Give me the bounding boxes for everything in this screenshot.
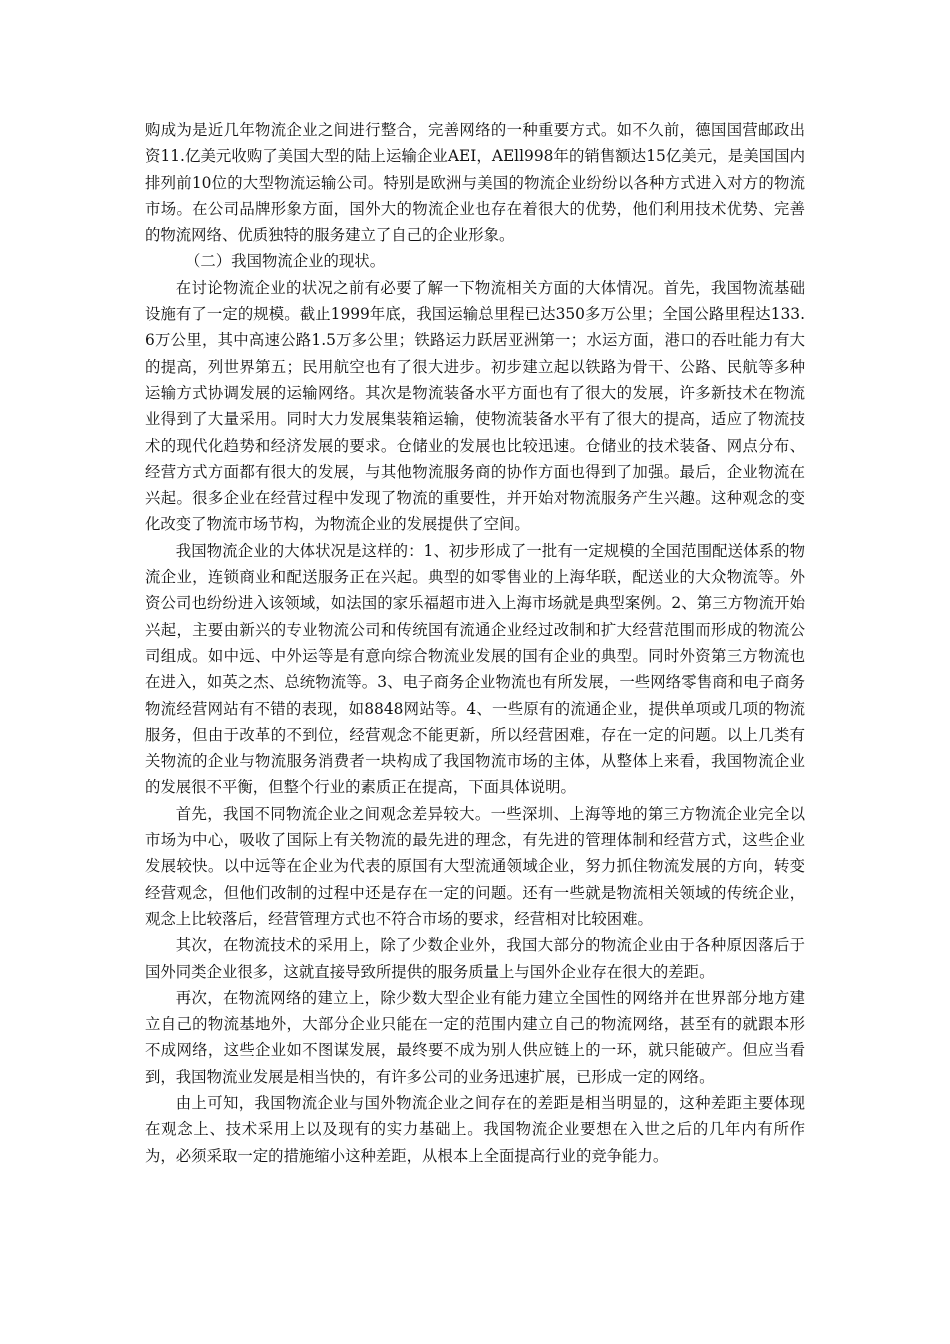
section-heading: （二）我国物流企业的现状。 <box>185 252 386 271</box>
paragraph-conclusion: 由上可知，我国物流企业与国外物流企业之间存在的差距是相当明显的，这种差距主要体现在观念上、技术采用上以及现有的实力基础上。我国物流企业要想在入世之后的几年内有所作为，必须采取一定的措施缩小这种差距，从根本上全面提高行业的竞争能力。 <box>145 1093 805 1165</box>
paragraph-infrastructure: 在讨论物流企业的状况之前有必要了解一下物流相关方面的大体情况。首先，我国物流基础设施有了一定的规模。截止1999年底，我国运输总里程已达350多万公里；全国公路里程达133.6万公里，其中高速公路1.5万多公里；铁路运力跃居亚洲第一；水运方面，港口的吞吐能力有大的提高，列世界第五；民用航空也有了很大进步。初步建立起以铁路为骨干、公路、民航等多种运输方式协调发展的运输网络。其次是物流装备水平方面也有了很大的发展，许多新技术在物流业得到了大量采用。同时大力发展集装箱运输，使物流装备水平有了很大的提高，适应了物流技术的现代化趋势和经济发展的要求。仓储业的发展也比较迅速。仓储业的技术装备、网点分布、经营方式方面都有很大的发展，与其他物流服务商的协作方面也得到了加强。最后，企业物流在兴起。很多企业在经营过程中发现了物流的重要性，并开始对物流服务产生兴趣。这种观念的变化改变了物流市场节构，为物流企业的发展提供了空间。 <box>145 278 805 534</box>
paragraph-concept-differences: 首先，我国不同物流企业之间观念差异较大。一些深圳、上海等地的第三方物流企业完全以市场为中心，吸收了国际上有关物流的最先进的理念，有先进的管理体制和经营方式，这些企业发展较快。以中远等在企业为代表的原国有大型流通领域企业，努力抓住物流发展的方向，转变经营观念，但他们改制的过程中还是存在一定的问题。还有一些就是物流相关领域的传统企业，观念上比较落后，经营管理方式也不符合市场的要求，经营相对比较困难。 <box>145 804 805 928</box>
paragraph-technology: 其次，在物流技术的采用上，除了少数企业外，我国大部分的物流企业由于各种原因落后于国外同类企业很多，这就直接导致所提供的服务质量上与国外企业存在很大的差距。 <box>145 936 805 981</box>
paragraph-continuation: 购成为是近几年物流企业之间进行整合，完善网络的一种重要方式。如不久前，德国国营邮政出资11.亿美元收购了美国大型的陆上运输企业AEI，AEll998年的销售额达15亿美元，是美国国内排列前10位的大型物流运输公司。特别是欧洲与美国的物流企业纷纷以各种方式进入对方的物流市场。在公司品牌形象方面，国外大的物流企业也存在着很大的优势，他们利用技术优势、完善的物流网络、优质独特的服务建立了自己的企业形象。 <box>145 121 805 245</box>
paragraph-enterprise-status: 我国物流企业的大体状况是这样的：1、初步形成了一批有一定规模的全国范围配送体系的物流企业，连锁商业和配送服务正在兴起。典型的如零售业的上海华联，配送业的大众物流等。外资公司也纷纷进入该领域，如法国的家乐福超市进入上海市场就是典型案例。2、第三方物流开始兴起，主要由新兴的专业物流公司和传统国有流通企业经过改制和扩大经营范围而形成的物流公司组成。如中远、中外运等是有意向综合物流业发展的国有企业的典型。同时外资第三方物流也在进入，如英之杰、总统物流等。3、电子商务企业物流也有所发展，一些网络零售商和电子商务物流经营网站有不错的表现，如8848网站等。4、一些原有的流通企业，提供单项或几项的物流服务，但由于改革的不到位，经营观念不能更新，所以经营困难，存在一定的问题。以上几类有关物流的企业与物流服务消费者一块构成了我国物流市场的主体，从整体上来看，我国物流企业的发展很不平衡，但整个行业的素质正在提高，下面具体说明。 <box>145 541 805 797</box>
document-body <box>145 117 805 1169</box>
paragraph-network: 再次，在物流网络的建立上，除少数大型企业有能力建立全国性的网络并在世界部分地方建立自己的物流基地外，大部分企业只能在一定的范围内建立自己的物流网络，甚至有的就跟本形不成网络，这些企业如不图谋发展，最终要不成为别人供应链上的一环，就只能破产。但应当看到，我国物流业发展是相当快的，有许多公司的业务迅速扩展，已形成一定的网络。 <box>145 988 805 1086</box>
